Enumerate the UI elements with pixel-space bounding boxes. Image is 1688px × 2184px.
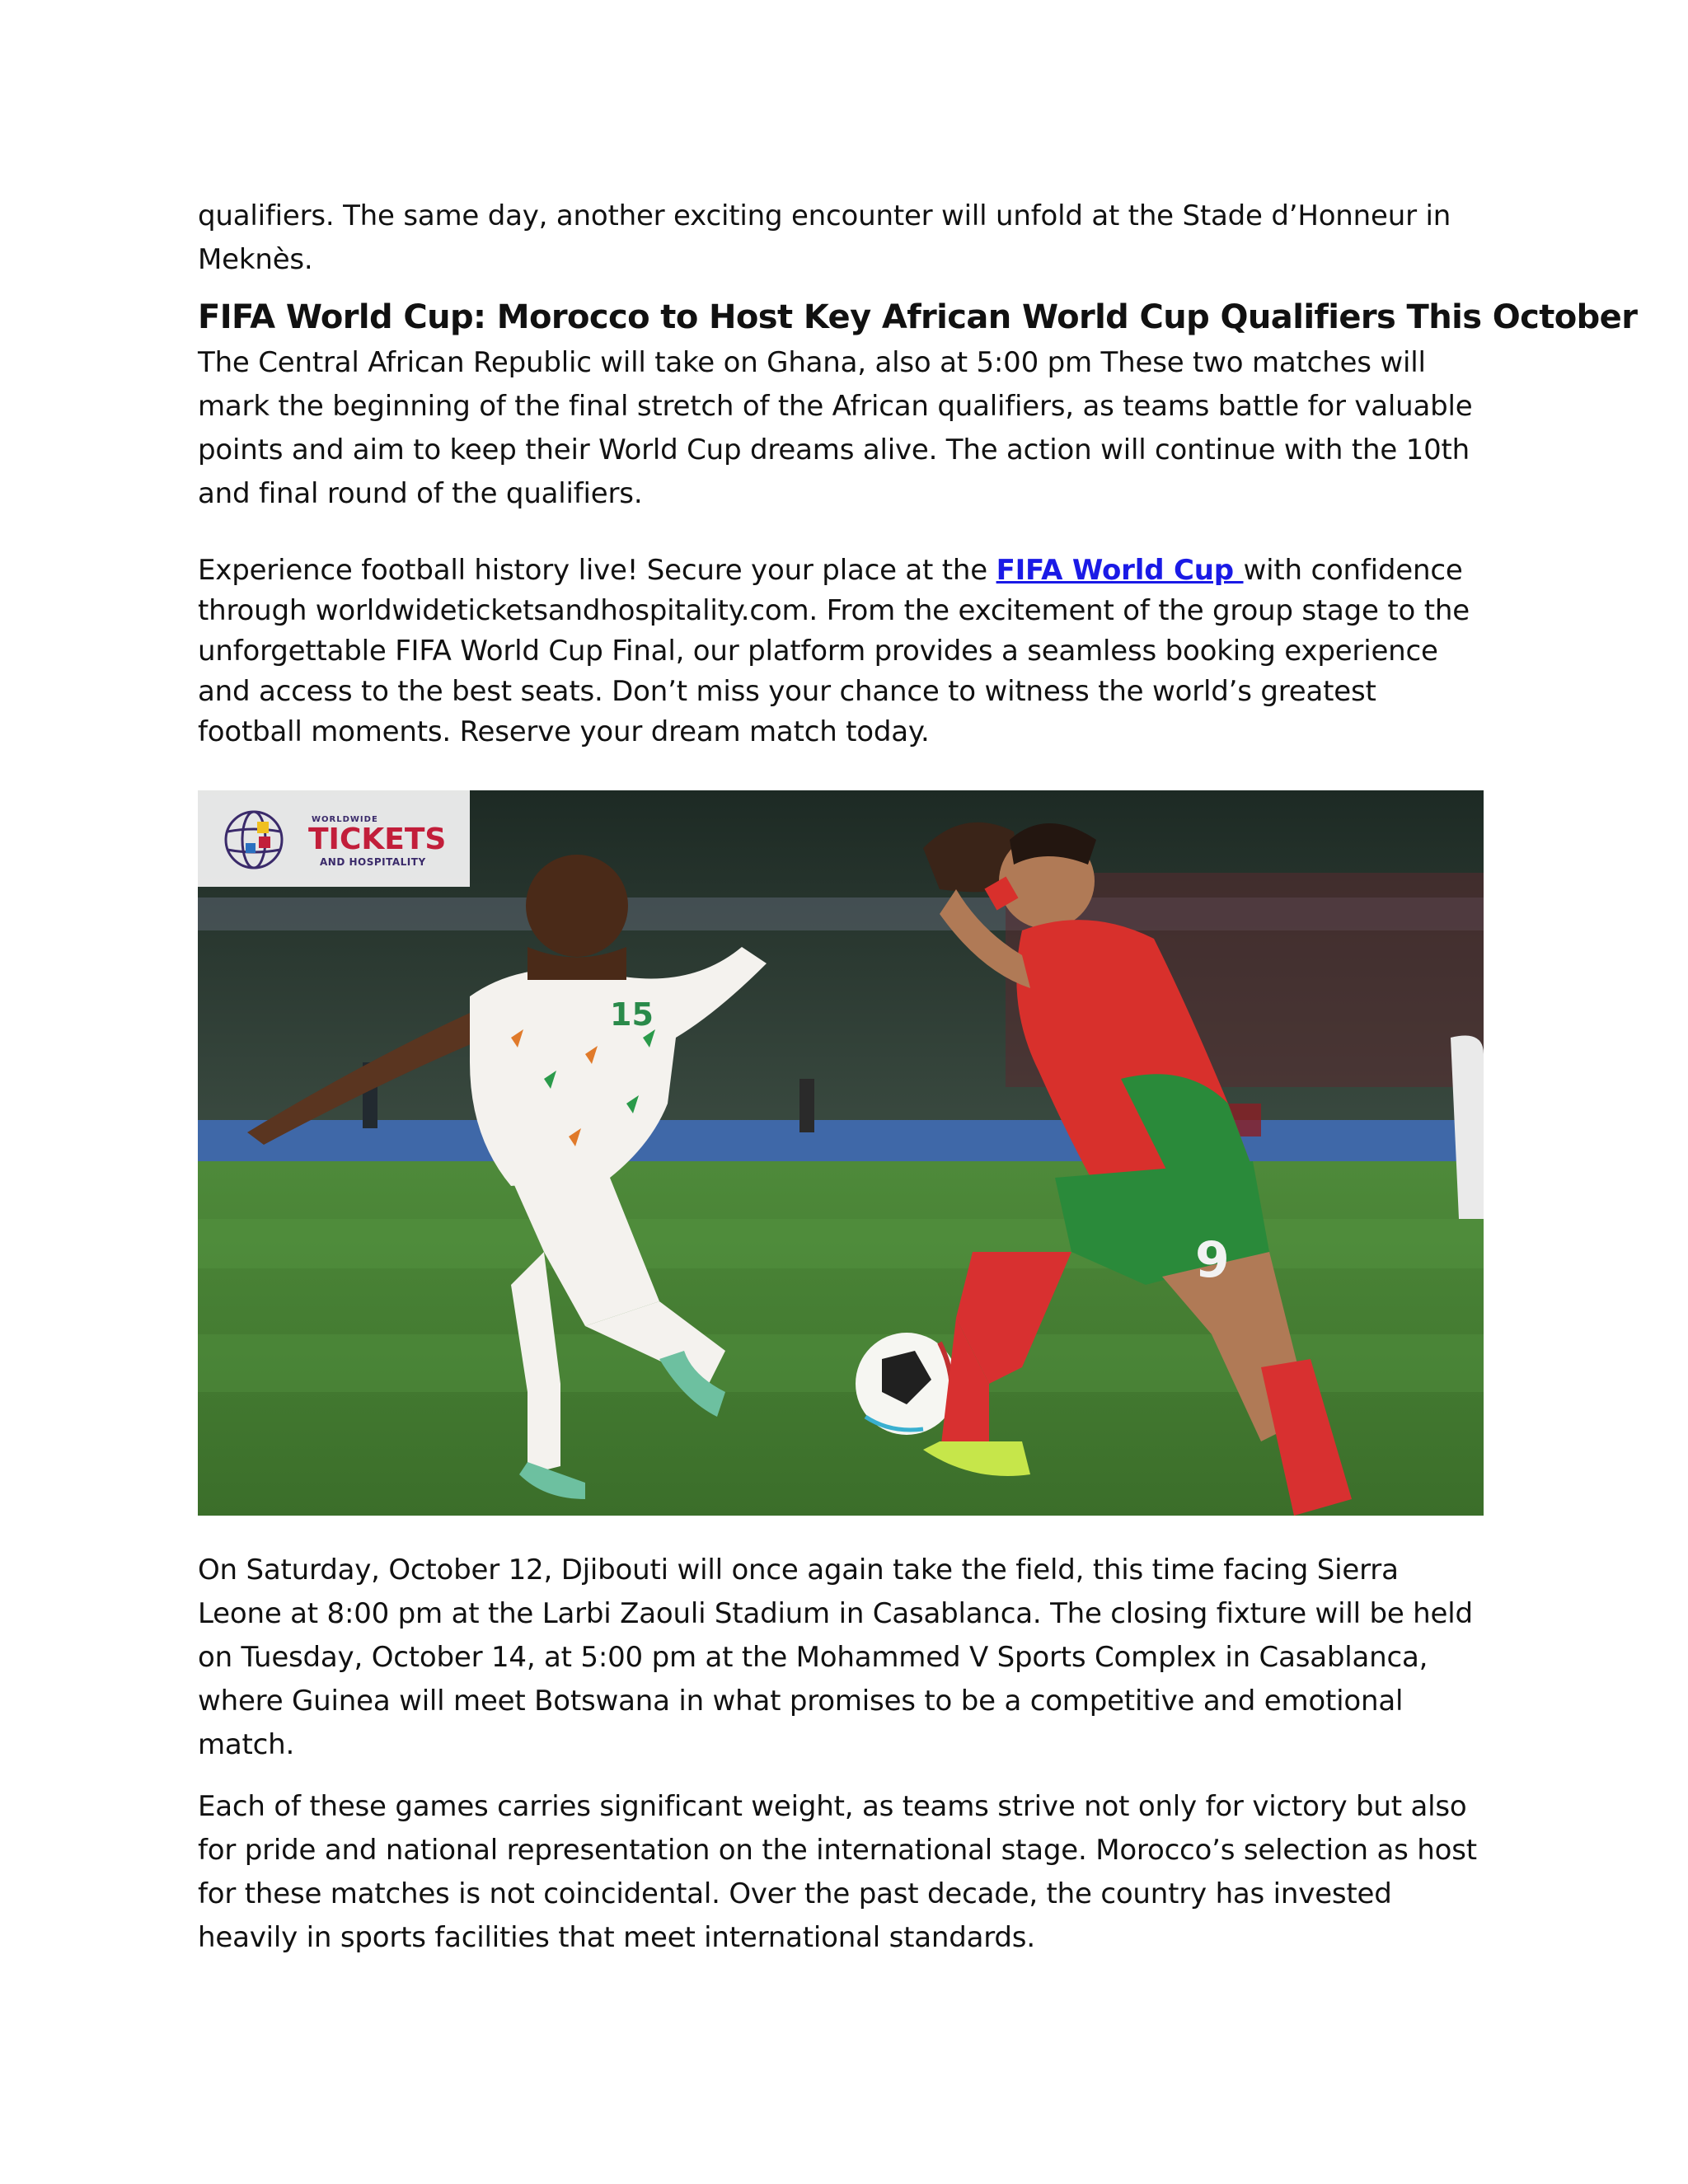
logo-sub-text: AND HOSPITALITY — [320, 856, 426, 868]
running-track — [198, 1120, 1484, 1165]
football — [856, 1333, 958, 1435]
article-heading: FIFA World Cup: Morocco to Host Key African World Cup Qualifiers This October — [198, 298, 1638, 336]
promo-paragraph — [198, 551, 1484, 752]
paragraph-significance: Each of these games carries significant weight, as teams strive not only for victory but also for pride and national representation on the international stage. Morocco’s selection as host for these matches is not coincidental. Over the past decade, the country has invested heavily in sports facilities that meet international standards. — [198, 1790, 1477, 1954]
jersey-number-9: 9 — [1195, 1231, 1230, 1289]
intro-paragraph: qualifiers. The same day, another exciting encounter will unfold at the Stade d’Honneur in Meknès. — [198, 199, 1451, 276]
promo-text-after: with confidence through worldwideticketsandhospitality.com. From the excitement of the group stage to the unforgettable FIFA World Cup Final, our platform provides a seamless booking experience and access to the best seats. Don’t miss your chance to witness the world’s greatest football moments. Reserve your dream match today. — [198, 554, 1470, 748]
match-photo-illustration — [198, 790, 1484, 1516]
globe-logo-icon — [221, 807, 287, 873]
logo-small-text: WORLDWIDE — [312, 815, 378, 824]
paragraph-match-details: The Central African Republic will take on Ghana, also at 5:00 pm These two matches will mark the beginning of the final stretch of the African qualifiers, as teams battle for valuable points and aim to keep their World Cup dreams alive. The action will continue with the 10th and final round of the qualifiers. — [198, 346, 1473, 510]
promo-text-before: Experience football history live! Secure your place at the — [198, 554, 996, 587]
match-photo — [198, 790, 1484, 1516]
logo-main-text: TICKETS — [308, 823, 447, 856]
fifa-world-cup-link[interactable]: FIFA World Cup — [996, 554, 1244, 587]
watermark-logo — [198, 790, 470, 887]
jersey-number-15: 15 — [610, 996, 654, 1033]
article-body — [198, 194, 1638, 1960]
paragraph-fixtures: On Saturday, October 12, Djibouti will once again take the field, this time facing Sierra Leone at 8:00 pm at the Larbi Zaouli Stadium in Casablanca. The closing fixture will be held on Tuesday, October 14, at 5:00 pm at the Mohammed V Sports Complex in Casablanca, where Guinea will meet Botswana in what promises to be a competitive and emotional match. — [198, 1554, 1473, 1761]
